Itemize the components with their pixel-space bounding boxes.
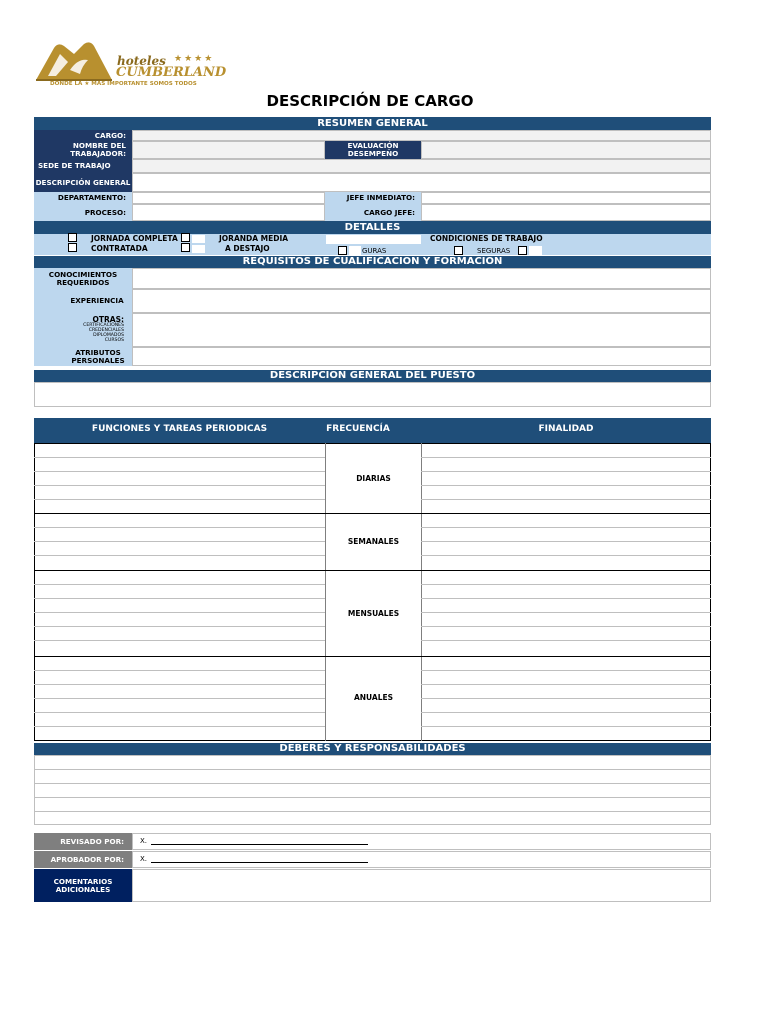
frecuencia-mensuales: MENSUALES (347, 609, 400, 618)
funciones-row-line (34, 670, 325, 671)
otras-sub-3: DIPLOMADOS (93, 333, 124, 338)
hotel-mountain-logo-icon (34, 40, 114, 82)
section-header-resumen: RESUMEN GENERAL (34, 117, 711, 130)
brand-stars: ★★★★ (174, 54, 215, 64)
field-nombre[interactable] (132, 141, 325, 159)
otras-sub-4: CURSOS (104, 338, 124, 343)
label-sede: SEDE DE TRABAJO (34, 159, 132, 173)
section-header-descripcion-puesto: DESCRIPCION GENERAL DEL PUESTO (34, 370, 711, 382)
label-comentarios: COMENTARIOS ADICIONALES (34, 869, 132, 902)
funciones-row-line (421, 698, 711, 699)
label-conocimientos: CONOCIMIENTOS REQUERIDOS (34, 268, 132, 289)
funciones-row-line (34, 499, 325, 500)
field-jornada-media-spacer (192, 235, 205, 243)
field-experiencia[interactable] (132, 289, 711, 313)
funciones-row-line (34, 726, 325, 727)
checkbox-jornada-media[interactable] (181, 233, 190, 242)
field-atributos[interactable] (132, 347, 711, 366)
frecuencia-anuales: ANUALES (353, 693, 394, 702)
revisado-signature-line (151, 844, 368, 845)
field-seguras-a (349, 246, 361, 255)
field-otras[interactable] (132, 313, 711, 347)
label-jefe: JEFE INMEDIATO: (325, 192, 421, 204)
company-logo (34, 40, 227, 92)
label-otras-box (34, 313, 132, 347)
section-header-requisitos: REQUISITOS DE CUALIFICACION Y FORMACION (34, 256, 711, 268)
field-seguras-c (529, 246, 542, 255)
label-departamento: DEPARTAMENTO: (34, 192, 132, 204)
funciones-row-line (421, 684, 711, 685)
funciones-row-line (34, 485, 325, 486)
page-title: DESCRIPCIÓN DE CARGO (266, 92, 474, 110)
label-jornada-completa: JORNADA COMPLETA (91, 234, 178, 243)
funciones-row-line (421, 457, 711, 458)
funciones-row-line (421, 726, 711, 727)
checkbox-seguras-b[interactable] (454, 246, 463, 255)
funciones-row-line (421, 670, 711, 671)
brand-slogan: DONDE LA ★ MAS IMPORTANTE SOMOS TODOS (50, 81, 197, 87)
funciones-row-line (34, 612, 325, 613)
funciones-row-line (34, 640, 325, 641)
label-seguras-b: SEGURAS (477, 247, 511, 255)
field-descripcion[interactable] (132, 173, 711, 192)
funciones-row-line (421, 527, 711, 528)
frecuencia-diarias: DIARIAS (356, 474, 391, 483)
brand-top-text: hoteles (117, 54, 166, 68)
funciones-row-line (421, 499, 711, 500)
label-experiencia: EXPERIENCIA (34, 289, 132, 313)
header-funciones: FUNCIONES Y TAREAS PERIODICAS (91, 424, 268, 434)
otras-sub-1: CERTIFICACIONES (83, 323, 124, 328)
label-descripcion: DESCRIPCIÓN GENERAL (34, 173, 132, 192)
funciones-row-line (34, 457, 325, 458)
field-deberes[interactable] (34, 755, 711, 825)
funciones-row-line (34, 684, 325, 685)
deberes-line-2 (34, 783, 711, 784)
field-sede[interactable] (132, 159, 711, 173)
funciones-row-line (421, 485, 711, 486)
label-nombre: NOMBRE DEL TRABAJADOR: (34, 141, 132, 159)
otras-sub-2: CREDENCIALES (88, 328, 124, 333)
deberes-line-4 (34, 811, 711, 812)
checkbox-seguras-a[interactable] (338, 246, 347, 255)
label-aprobador: APROBADOR POR: (34, 851, 132, 868)
funciones-row-line (34, 598, 325, 599)
label-atributos: ATRIBUTOS PERSONALES (34, 347, 132, 366)
label-revisado: REVISADO POR: (34, 833, 132, 850)
funciones-row-line (34, 555, 325, 556)
funciones-row-line (421, 626, 711, 627)
label-jornada-media: JORANDA MEDIA (219, 234, 289, 243)
field-proceso[interactable] (132, 204, 325, 221)
funciones-row-line (34, 712, 325, 713)
deberes-line-1 (34, 769, 711, 770)
funciones-row-line (34, 626, 325, 627)
funciones-row-line (421, 598, 711, 599)
funciones-row-line (421, 584, 711, 585)
revisado-x: X. (140, 837, 148, 845)
label-evaluacion: EVALUACIÓN DESEMPEÑO (325, 141, 421, 159)
label-proceso: PROCESO: (34, 204, 132, 221)
label-cargo: CARGO: (34, 130, 132, 141)
label-destajo: A DESTAJO (225, 244, 270, 253)
label-seguras-a: GURAS (362, 247, 387, 255)
frecuencia-col-right-border (421, 443, 422, 741)
funciones-row-line (34, 584, 325, 585)
funciones-row-line (421, 471, 711, 472)
field-destajo-spacer (192, 245, 205, 253)
field-revisado[interactable] (132, 833, 711, 850)
funciones-row-line (421, 712, 711, 713)
checkbox-seguras-c[interactable] (518, 246, 527, 255)
deberes-line-3 (34, 797, 711, 798)
section-header-deberes: DEBERES Y RESPONSABILIDADES (34, 743, 711, 755)
funciones-row-line (421, 555, 711, 556)
funciones-group-divider (34, 570, 711, 571)
field-cargo-jefe[interactable] (421, 204, 711, 221)
field-jornada-media-input[interactable] (326, 235, 421, 244)
aprobador-x: X. (140, 855, 148, 863)
header-finalidad: FINALIDAD (538, 424, 594, 434)
field-cargo[interactable] (132, 130, 711, 141)
checkbox-contratada[interactable] (68, 243, 77, 252)
aprobador-signature-line (151, 862, 368, 863)
section-header-detalles: DETALLES (34, 221, 711, 234)
field-departamento[interactable] (132, 192, 325, 204)
funciones-row-line (34, 541, 325, 542)
field-aprobador[interactable] (132, 851, 711, 868)
label-contratada: CONTRATADA (91, 244, 148, 253)
frecuencia-semanales: SEMANALES (347, 537, 400, 546)
header-frecuencia: FRECUENCÍA (326, 424, 390, 434)
label-condiciones: CONDICIONES DE TRABAJO (430, 234, 543, 243)
checkbox-destajo[interactable] (181, 243, 190, 252)
field-descripcion-puesto[interactable] (34, 382, 711, 407)
label-cargo-jefe: CARGO JEFE: (325, 204, 421, 221)
funciones-group-divider (34, 513, 711, 514)
checkbox-jornada-completa[interactable] (68, 233, 77, 242)
funciones-row-line (34, 527, 325, 528)
brand-name-text: CUMBERLAND (116, 65, 227, 80)
funciones-row-line (421, 640, 711, 641)
field-conocimientos[interactable] (132, 268, 711, 289)
funciones-row-line (421, 612, 711, 613)
label-otras: OTRAS: (92, 315, 124, 324)
field-comentarios[interactable] (132, 869, 711, 902)
funciones-group-divider (34, 656, 711, 657)
funciones-row-line (34, 471, 325, 472)
funciones-row-line (421, 541, 711, 542)
funciones-row-line (34, 698, 325, 699)
field-evaluacion[interactable] (421, 141, 711, 159)
field-jefe[interactable] (421, 192, 711, 204)
